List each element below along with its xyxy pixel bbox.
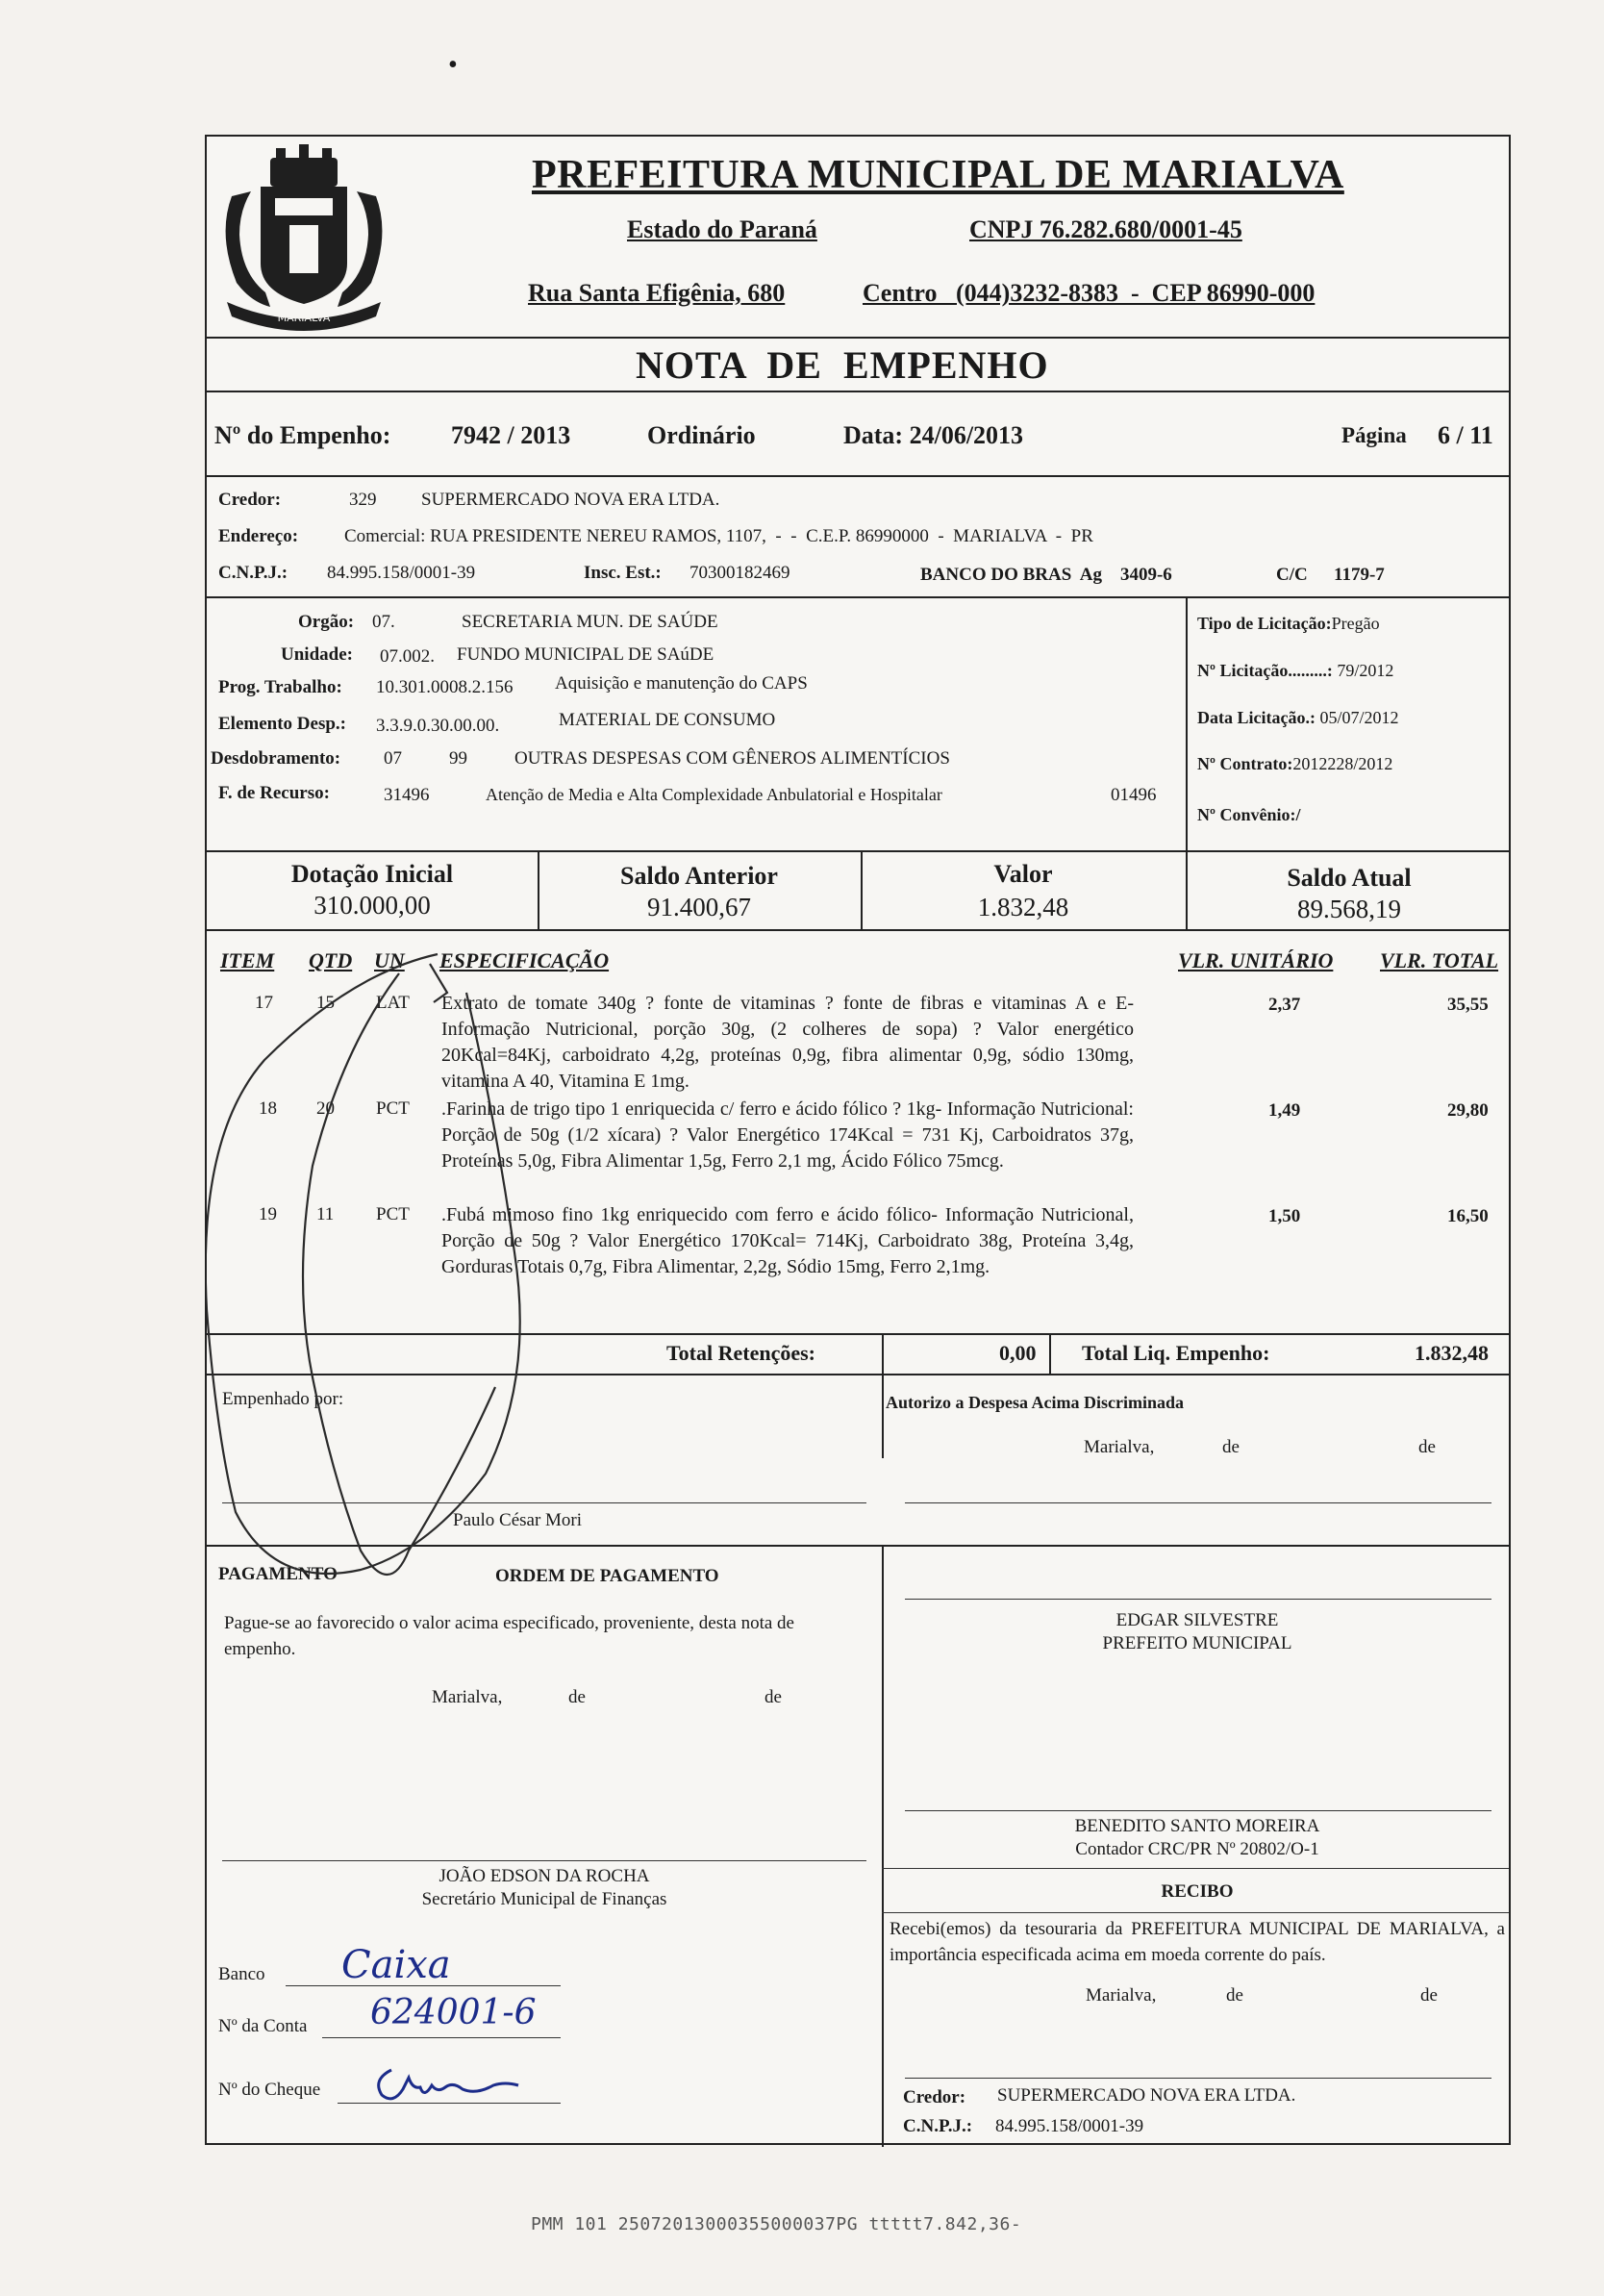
- col-qtd: QTD: [309, 948, 353, 972]
- col-unit-value: VLR. UNITÁRIO: [1178, 948, 1334, 972]
- autorizo-label: Autorizo a Despesa Acima Discriminada: [886, 1393, 1184, 1412]
- insc-label: Insc. Est.:: [584, 563, 662, 583]
- fonte-code: 31496: [384, 785, 430, 805]
- prefeito-name: EDGAR SILVESTRE: [1115, 1610, 1279, 1630]
- col-spec: ESPECIFICAÇÃO: [439, 948, 610, 972]
- recibo-credor-name: SUPERMERCADO NOVA ERA LTDA.: [997, 2085, 1296, 2106]
- item-spec: .Fubá mimoso fino 1kg enriquecido com ferro e ácido fólico- Informação Nutricional, Porção de 50g ? Valor Energético 170Kcal= 714Kj, Carboidrato 38g, Proteína 3,4g, Gorduras Totais 0,7g, Fibra Alimentar, 2,2g, Sódio 15mg, Ferro 2,1mg.: [441, 1204, 1134, 1277]
- balance-label-1: Saldo Anterior: [620, 862, 778, 890]
- recibo-title: RECIBO: [1161, 1881, 1234, 1902]
- secretario-role: Secretário Municipal de Finanças: [421, 1889, 667, 1909]
- recibo-place: Marialva,: [1086, 1985, 1157, 2006]
- credor-address: Comercial: RUA PRESIDENTE NEREU RAMOS, 1107, - - C.E.P. 86990000 - MARIALVA - PR: [344, 526, 1093, 546]
- total-liquido-label: Total Liq. Empenho:: [1082, 1341, 1270, 1365]
- header-state: Estado do Paraná: [627, 215, 817, 243]
- prog-name: Aquisição e manutenção do CAPS: [555, 673, 808, 694]
- item-total: 29,80: [1447, 1100, 1489, 1121]
- fonte-label: F. de Recurso:: [218, 783, 330, 803]
- conta-label: Nº da Conta: [218, 2016, 308, 2036]
- balance-label-3: Saldo Atual: [1287, 864, 1412, 892]
- desdobramento-label: Desdobramento:: [211, 748, 341, 769]
- credor-insc: 70300182469: [689, 563, 790, 583]
- col-un: UN: [374, 948, 405, 972]
- banco-label: Banco: [218, 1964, 265, 1984]
- header-address: Rua Santa Efigênia, 680: [528, 279, 786, 307]
- total-retencoes-label: Total Retenções:: [666, 1341, 815, 1365]
- balance-value-1: 91.400,67: [647, 893, 751, 921]
- item-unit: LAT: [376, 993, 410, 1013]
- header-title: PREFEITURA MUNICIPAL DE MARIALVA: [532, 153, 1344, 197]
- total-liquido-value: 1.832,48: [1415, 1341, 1489, 1365]
- fonte-number: 01496: [1111, 785, 1157, 805]
- elemento-name: MATERIAL DE CONSUMO: [559, 710, 776, 730]
- item-qty: 11: [316, 1204, 335, 1224]
- pagamento-title: PAGAMENTO: [218, 1564, 338, 1584]
- unidade-name: FUNDO MUNICIPAL DE SAúDE: [457, 644, 714, 665]
- balance-label-0: Dotação Inicial: [290, 860, 454, 888]
- item-number: 17: [255, 993, 273, 1013]
- item-total: 35,55: [1447, 995, 1489, 1015]
- pagamento-de-1: de: [568, 1687, 586, 1707]
- cheque-signature-icon: [370, 2060, 543, 2107]
- orgao-name: SECRETARIA MUN. DE SAÚDE: [462, 612, 718, 632]
- desdobramento-code: 07: [384, 748, 402, 769]
- banco-handwritten: Caixa: [341, 1943, 451, 1987]
- recibo-de-1: de: [1226, 1985, 1243, 2006]
- prog-label: Prog. Trabalho:: [218, 677, 342, 697]
- item-spec: Extrato de tomate 340g ? fonte de vitaminas ? fonte de fibras e vitaminas A e E- Informação Nutricional, porção 30g, (2 colheres de sopa) ? Valor energético 20Kcal=84Kj, carboidrato 4,2g, proteínas 0,9g, fibra alimentar 0,9g, sódio 130mg, vitamina A 40, Vitamina E 1mg.: [441, 993, 1134, 1092]
- recibo-text: Recebi(emos) da tesouraria da PREFEITURA MUNICIPAL DE MARIALVA, a importância especificada acima em moeda corrente do país.: [890, 1919, 1505, 1965]
- credor-code: 329: [349, 490, 377, 510]
- recibo-cnpj: 84.995.158/0001-39: [995, 2116, 1144, 2136]
- recibo-de-2: de: [1420, 1985, 1438, 2006]
- ordem-pagamento-title: ORDEM DE PAGAMENTO: [495, 1566, 719, 1586]
- empenho-date: Data: 24/06/2013: [843, 421, 1024, 449]
- autorizo-de-1: de: [1222, 1437, 1240, 1457]
- item-spec: .Farinha de trigo tipo 1 enriquecida c/ ferro e ácido fólico ? 1kg- Informação Nutricional: Porção de 50g (1/2 xícara) ? Valor Energético 174Kcal = 731 Kj, Carboidratos 37g, Proteínas 5,0g, Fibra Alimentar 1,5g, Ferro 2,1 mg, Ácido Fólico 75mcg.: [441, 1098, 1134, 1172]
- nota-de-empenho-form: [205, 135, 1511, 2145]
- conta-handwritten: 624001-6: [370, 1993, 537, 2032]
- empenho-type: Ordinário: [647, 421, 756, 449]
- balance-label-2: Valor: [993, 860, 1053, 888]
- elemento-label: Elemento Desp.:: [218, 714, 346, 734]
- unidade-code: 07.002.: [380, 646, 435, 667]
- municipal-seal-icon: [213, 139, 395, 331]
- orgao-label: Orgão:: [298, 612, 355, 632]
- item-number: 18: [259, 1098, 277, 1119]
- credor-name: SUPERMERCADO NOVA ERA LTDA.: [421, 490, 720, 510]
- tipo-licitacao: Tipo de Licitação:Pregão: [1197, 614, 1380, 633]
- desdobramento-name: OUTRAS DESPESAS COM GÊNEROS ALIMENTÍCIOS: [514, 748, 950, 769]
- item-total: 16,50: [1447, 1206, 1489, 1226]
- item-unit-price: 1,49: [1268, 1100, 1301, 1121]
- unidade-label: Unidade:: [281, 644, 353, 665]
- secretario-name: JOÃO EDSON DA ROCHA: [439, 1866, 650, 1886]
- autorizo-de-2: de: [1418, 1437, 1436, 1457]
- credor-cnpj: 84.995.158/0001-39: [327, 563, 476, 583]
- item-number: 19: [259, 1204, 277, 1224]
- item-unit: PCT: [376, 1098, 410, 1119]
- item-unit: PCT: [376, 1204, 410, 1224]
- item-qty: 15: [316, 993, 335, 1013]
- empenhado-por-name: Paulo César Mori: [453, 1510, 583, 1530]
- svg-text:MARIALVA: MARIALVA: [277, 312, 331, 324]
- page-label: Página: [1341, 423, 1407, 447]
- balance-value-2: 1.832,48: [977, 893, 1069, 921]
- pagamento-place: Marialva,: [432, 1687, 503, 1707]
- contador-name: BENEDITO SANTO MOREIRA: [1074, 1816, 1320, 1836]
- empenho-label: Nº do Empenho:: [214, 421, 391, 449]
- autorizo-place: Marialva,: [1084, 1437, 1155, 1457]
- pagamento-de-2: de: [764, 1687, 782, 1707]
- contador-role: Contador CRC/PR Nº 20802/O-1: [1075, 1839, 1319, 1859]
- numero-contrato: Nº Contrato:2012228/2012: [1197, 754, 1393, 773]
- orgao-code: 07.: [372, 612, 395, 632]
- numero-convenio: Nº Convênio:/: [1197, 805, 1301, 824]
- fonte-name: Atenção de Media e Alta Complexidade Anbulatorial e Hospitalar: [486, 785, 942, 804]
- cc-label: C/C: [1276, 565, 1308, 585]
- item-unit-price: 2,37: [1268, 995, 1301, 1015]
- address-label: Endereço:: [218, 526, 299, 546]
- numero-licitacao: Nº Licitação.........: 79/2012: [1197, 661, 1394, 680]
- balance-value-0: 310.000,00: [313, 891, 431, 920]
- header-cnpj: CNPJ 76.282.680/0001-45: [969, 215, 1242, 243]
- col-item: ITEM: [220, 948, 275, 972]
- cnpj-label: C.N.P.J.:: [218, 563, 288, 583]
- footer-code: PMM 101 25072013000355000037PG ttttt7.842,36-: [531, 2214, 1022, 2234]
- recibo-credor-label: Credor:: [903, 2087, 966, 2107]
- top-mark: •: [448, 50, 458, 80]
- item-unit-price: 1,50: [1268, 1206, 1301, 1226]
- credor-bank: BANCO DO BRAS Ag 3409-6: [920, 565, 1172, 585]
- empenho-number: 7942 / 2013: [451, 421, 571, 449]
- document-title: NOTA DE EMPENHO: [636, 343, 1049, 387]
- total-retencoes-value: 0,00: [999, 1341, 1037, 1365]
- empenhado-por-label: Empenhado por:: [222, 1389, 344, 1409]
- data-licitacao: Data Licitação.: 05/07/2012: [1197, 708, 1399, 727]
- recibo-cnpj-label: C.N.P.J.:: [903, 2116, 973, 2136]
- desdobramento-sub: 99: [449, 748, 467, 769]
- balance-value-3: 89.568,19: [1297, 895, 1401, 923]
- page-number: 6 / 11: [1438, 421, 1493, 449]
- cheque-label: Nº do Cheque: [218, 2080, 321, 2100]
- prog-code: 10.301.0008.2.156: [376, 677, 514, 697]
- elemento-code: 3.3.9.0.30.00.00.: [376, 716, 500, 736]
- header-contact: Centro (044)3232-8383 - CEP 86990-000: [863, 279, 1316, 307]
- item-qty: 20: [316, 1098, 335, 1119]
- credor-label: Credor:: [218, 490, 282, 510]
- prefeito-role: PREFEITO MUNICIPAL: [1102, 1633, 1292, 1653]
- credor-cc: 1179-7: [1334, 565, 1385, 585]
- pagamento-text: Pague-se ao favorecido o valor acima especificado, proveniente, desta nota de empenho.: [224, 1613, 794, 1659]
- col-total-value: VLR. TOTAL: [1380, 948, 1499, 972]
